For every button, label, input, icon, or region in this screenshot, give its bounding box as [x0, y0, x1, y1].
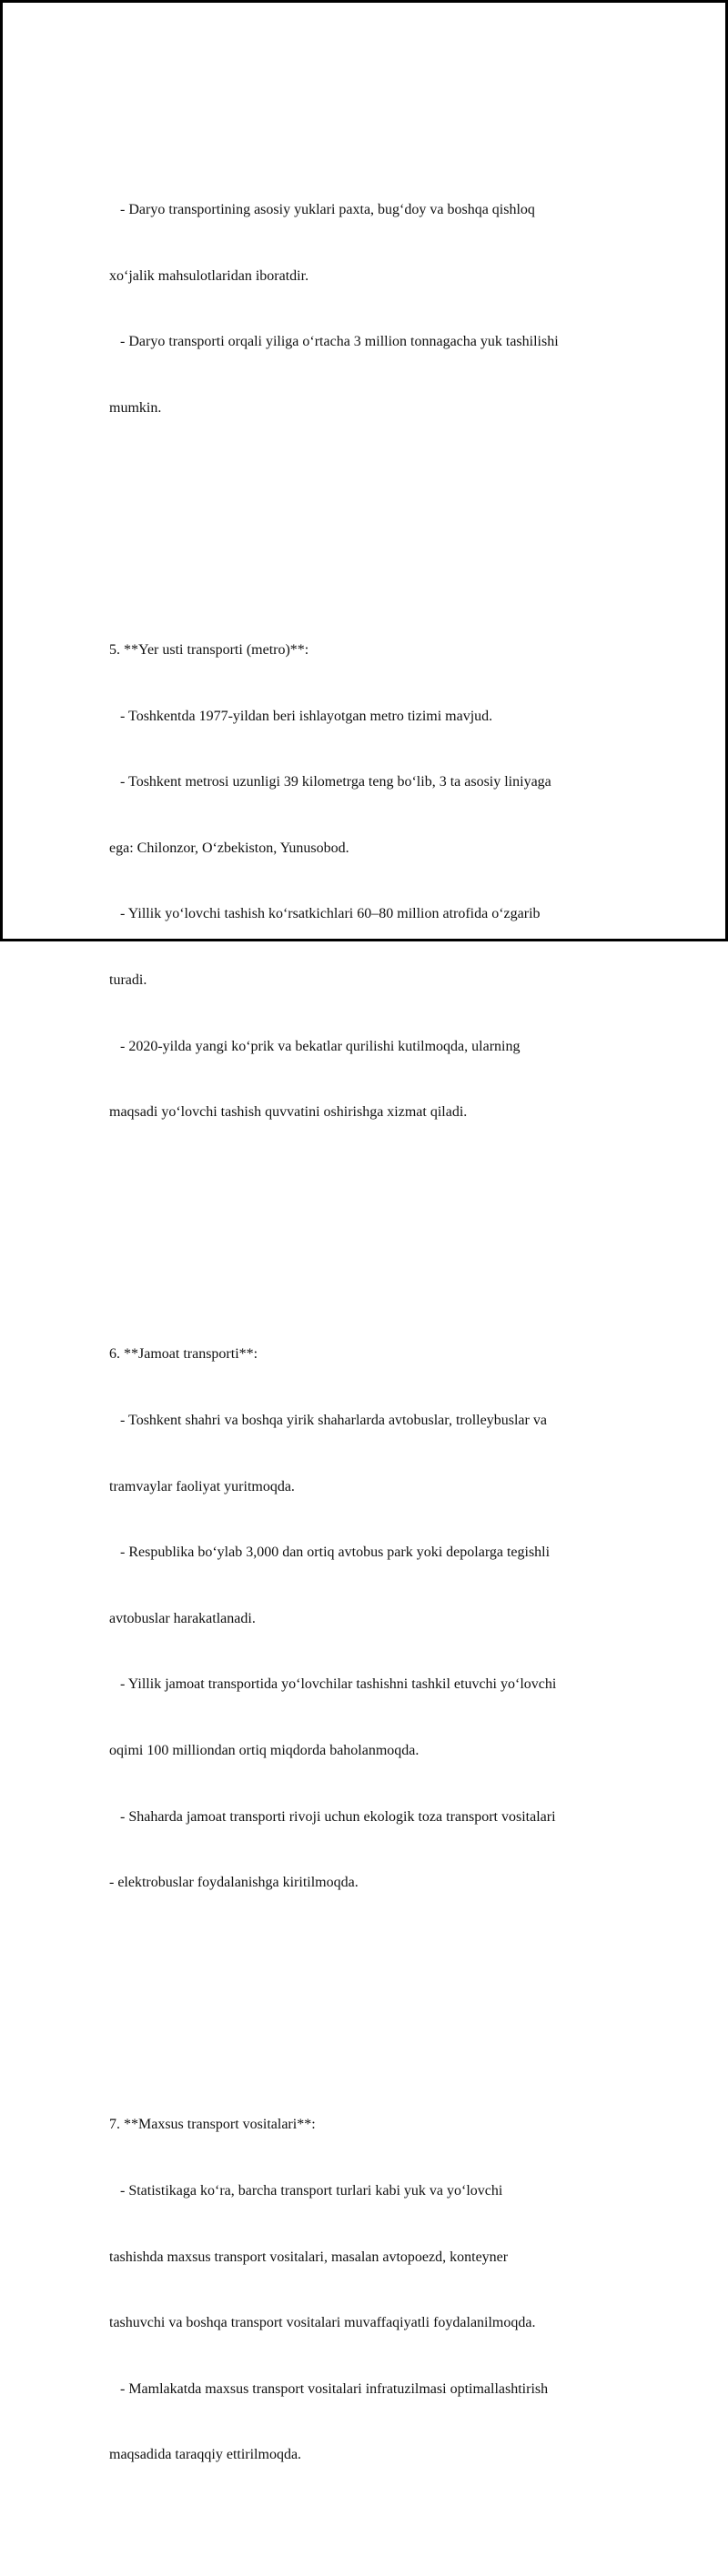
paragraph-gap [109, 1212, 673, 1233]
paragraph-river-transport [109, 156, 673, 464]
text-line: - 2020-yilda yangi ko‘prik va bekatlar qurilishi kutilmoqda, ularning [109, 1038, 521, 1054]
text-line: - Daryo transportining asosiy yuklari paxta, bug‘doy va boshqa qishloq [109, 202, 535, 218]
text-line: - Toshkentda 1977-yildan beri ishlayotgan metro tizimi mavjud. [109, 708, 493, 724]
text-line: maqsadida taraqqiy ettirilmoqda. [109, 2447, 302, 2463]
text-line: mumkin. [109, 399, 162, 416]
section-public-transport [109, 1300, 673, 1938]
document-body [109, 89, 673, 2576]
text-line: - Mamlakatda maxsus transport vositalari infratuzilmasi optimallashtirish [109, 2380, 549, 2397]
section-heading: 7. **Maxsus transport vositalari**: [109, 2117, 316, 2133]
text-line: tashuvchi va boshqa transport vositalari muvaffaqiyatli foydalanilmoqda. [109, 2315, 536, 2331]
text-line: - Shaharda jamoat transporti rivoji uchun ekologik toza transport vositalari [109, 1808, 556, 1825]
section-heading: 5. **Yer usti transporti (metro)**: [109, 642, 309, 658]
text-line: - Yillik yo‘lovchi tashish ko‘rsatkichlari 60–80 million atrofida o‘zgarib [109, 906, 541, 922]
text-line: - Respublika bo‘ylab 3,000 dan ortiq avtobus park yoki depolarga tegishli [109, 1545, 551, 1561]
text-line: turadi. [109, 971, 147, 988]
text-line: - Statistikaga ko‘ra, barcha transport turlari kabi yuk va yo‘lovchi [109, 2182, 503, 2199]
text-line: maqsadi yo‘lovchi tashish quvvatini oshirishga xizmat qiladi. [109, 1104, 468, 1121]
section-heading: 6. **Jamoat transporti**: [109, 1346, 258, 1363]
paragraph-gap [109, 1982, 673, 2004]
text-line: - Toshkent shahri va boshqa yirik shaharlarda avtobuslar, trolleybuslar va [109, 1412, 547, 1428]
paragraph-gap [109, 508, 673, 529]
text-line: ega: Chilonzor, O‘zbekiston, Yunusobod. [109, 840, 349, 856]
section-metro [109, 596, 673, 1168]
text-line: oqimi 100 milliondan ortiq miqdorda baholanmoqda. [109, 1742, 420, 1758]
text-line: avtobuslar harakatlanadi. [109, 1610, 256, 1626]
text-line: xo‘jalik mahsulotlaridan iboratdir. [109, 267, 309, 284]
text-line: tramvaylar faoliyat yuritmoqda. [109, 1478, 295, 1494]
text-line: - Toshkent metrosi uzunligi 39 kilometrga teng bo‘lib, 3 ta asosiy liniyaga [109, 774, 551, 790]
text-line: - Daryo transporti orqali yiliga o‘rtacha 3 million tonnagacha yuk tashilishi [109, 334, 559, 350]
text-line: tashishda maxsus transport vositalari, masalan avtopoezd, konteyner [109, 2249, 509, 2265]
text-line: - elektrobuslar foydalanishga kiritilmoqda. [109, 1875, 359, 1891]
section-special-vehicles [109, 2070, 673, 2511]
text-line: - Yillik jamoat transportida yo‘lovchilar tashishni tashkil etuvchi yo‘lovchi [109, 1676, 557, 1693]
